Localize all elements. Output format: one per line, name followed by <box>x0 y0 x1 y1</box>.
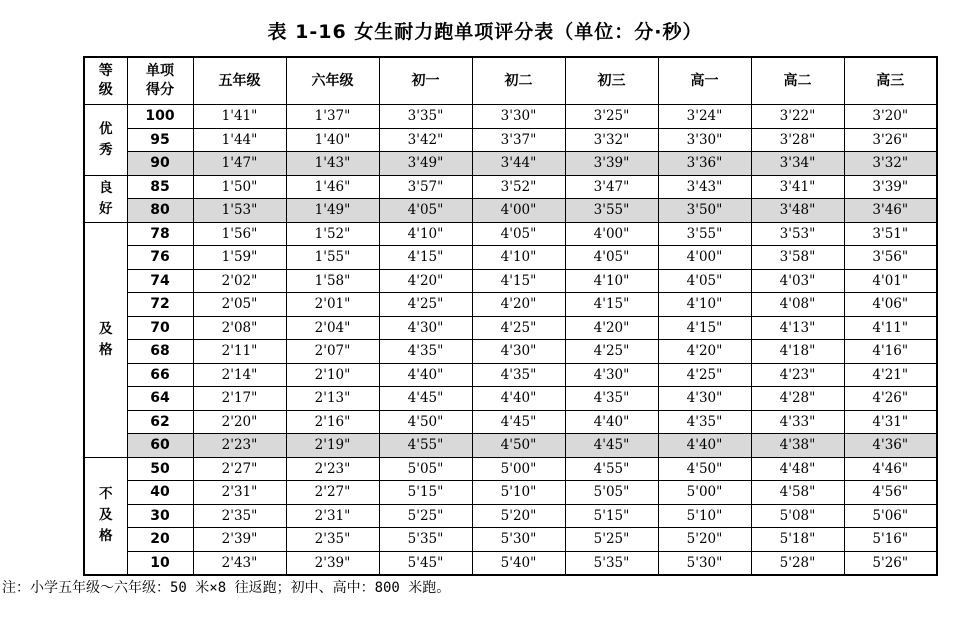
time-cell: 3'58" <box>751 246 844 270</box>
time-cell: 4'10" <box>565 269 658 293</box>
time-cell: 5'18" <box>751 528 844 552</box>
time-cell: 1'58" <box>286 269 379 293</box>
time-cell: 2'08" <box>193 316 286 340</box>
time-cell: 3'55" <box>658 222 751 246</box>
time-cell: 3'41" <box>751 175 844 199</box>
table-row <box>84 199 937 223</box>
time-cell: 2'11" <box>193 340 286 364</box>
table-row <box>84 246 937 270</box>
time-cell: 4'31" <box>844 410 937 434</box>
time-cell: 4'08" <box>751 293 844 317</box>
grade-label: 优 秀 <box>84 105 127 176</box>
time-cell: 4'58" <box>751 481 844 505</box>
time-cell: 4'23" <box>751 363 844 387</box>
time-cell: 4'05" <box>565 246 658 270</box>
time-cell: 1'46" <box>286 175 379 199</box>
time-cell: 5'08" <box>751 504 844 528</box>
time-cell: 4'20" <box>658 340 751 364</box>
time-cell: 3'55" <box>565 199 658 223</box>
grade-label: 良 好 <box>84 175 127 222</box>
time-cell: 3'56" <box>844 246 937 270</box>
time-cell: 3'22" <box>751 105 844 129</box>
score-cell: 90 <box>127 152 193 176</box>
time-cell: 4'20" <box>472 293 565 317</box>
table-row <box>84 316 937 340</box>
time-cell: 4'45" <box>565 434 658 458</box>
time-cell: 3'49" <box>379 152 472 176</box>
score-cell: 68 <box>127 340 193 364</box>
time-cell: 4'16" <box>844 340 937 364</box>
time-cell: 4'03" <box>751 269 844 293</box>
time-cell: 5'35" <box>379 528 472 552</box>
time-cell: 2'17" <box>193 387 286 411</box>
time-cell: 4'10" <box>472 246 565 270</box>
column-header: 五年级 <box>193 57 286 105</box>
column-header: 初二 <box>472 57 565 105</box>
time-cell: 4'15" <box>565 293 658 317</box>
time-cell: 4'26" <box>844 387 937 411</box>
time-cell: 2'04" <box>286 316 379 340</box>
time-cell: 3'25" <box>565 105 658 129</box>
grade-label: 不 及 格 <box>84 457 127 575</box>
time-cell: 1'44" <box>193 128 286 152</box>
table-row <box>84 363 937 387</box>
time-cell: 4'25" <box>565 340 658 364</box>
time-cell: 3'32" <box>565 128 658 152</box>
time-cell: 4'11" <box>844 316 937 340</box>
column-header: 六年级 <box>286 57 379 105</box>
time-cell: 4'06" <box>844 293 937 317</box>
time-cell: 3'53" <box>751 222 844 246</box>
time-cell: 4'05" <box>658 269 751 293</box>
time-cell: 4'50" <box>658 457 751 481</box>
time-cell: 3'32" <box>844 152 937 176</box>
time-cell: 3'57" <box>379 175 472 199</box>
time-cell: 2'19" <box>286 434 379 458</box>
column-header: 高一 <box>658 57 751 105</box>
time-cell: 2'23" <box>193 434 286 458</box>
time-cell: 3'30" <box>472 105 565 129</box>
time-cell: 1'43" <box>286 152 379 176</box>
time-cell: 4'56" <box>844 481 937 505</box>
time-cell: 4'15" <box>472 269 565 293</box>
time-cell: 1'47" <box>193 152 286 176</box>
column-header: 高三 <box>844 57 937 105</box>
header-row <box>84 57 937 105</box>
time-cell: 5'16" <box>844 528 937 552</box>
score-cell: 80 <box>127 199 193 223</box>
time-cell: 1'40" <box>286 128 379 152</box>
time-cell: 4'30" <box>565 363 658 387</box>
time-cell: 5'15" <box>379 481 472 505</box>
time-cell: 4'55" <box>379 434 472 458</box>
time-cell: 4'01" <box>844 269 937 293</box>
table-row <box>84 269 937 293</box>
time-cell: 2'14" <box>193 363 286 387</box>
time-cell: 4'25" <box>472 316 565 340</box>
time-cell: 2'27" <box>286 481 379 505</box>
time-cell: 4'10" <box>379 222 472 246</box>
time-cell: 3'39" <box>844 175 937 199</box>
time-cell: 2'10" <box>286 363 379 387</box>
time-cell: 4'20" <box>379 269 472 293</box>
score-cell: 50 <box>127 457 193 481</box>
time-cell: 4'18" <box>751 340 844 364</box>
time-cell: 2'27" <box>193 457 286 481</box>
grade-column-header: 等 级 <box>84 57 127 105</box>
time-cell: 5'20" <box>472 504 565 528</box>
time-cell: 2'35" <box>193 504 286 528</box>
time-cell: 4'35" <box>379 340 472 364</box>
time-cell: 2'13" <box>286 387 379 411</box>
time-cell: 5'40" <box>472 551 565 575</box>
time-cell: 5'25" <box>565 528 658 552</box>
time-cell: 3'30" <box>658 128 751 152</box>
time-cell: 4'00" <box>658 246 751 270</box>
time-cell: 4'21" <box>844 363 937 387</box>
score-cell: 95 <box>127 128 193 152</box>
time-cell: 2'31" <box>286 504 379 528</box>
time-cell: 3'26" <box>844 128 937 152</box>
table-row <box>84 528 937 552</box>
time-cell: 5'00" <box>658 481 751 505</box>
time-cell: 3'43" <box>658 175 751 199</box>
time-cell: 3'50" <box>658 199 751 223</box>
time-cell: 4'35" <box>472 363 565 387</box>
score-cell: 10 <box>127 551 193 575</box>
score-cell: 100 <box>127 105 193 129</box>
time-cell: 2'02" <box>193 269 286 293</box>
time-cell: 4'05" <box>472 222 565 246</box>
time-cell: 4'35" <box>658 410 751 434</box>
time-cell: 1'37" <box>286 105 379 129</box>
time-cell: 4'48" <box>751 457 844 481</box>
time-cell: 2'43" <box>193 551 286 575</box>
time-cell: 4'35" <box>565 387 658 411</box>
time-cell: 1'50" <box>193 175 286 199</box>
time-cell: 2'31" <box>193 481 286 505</box>
time-cell: 1'59" <box>193 246 286 270</box>
time-cell: 3'28" <box>751 128 844 152</box>
column-header: 初一 <box>379 57 472 105</box>
time-cell: 2'05" <box>193 293 286 317</box>
table-row <box>84 481 937 505</box>
time-cell: 4'25" <box>658 363 751 387</box>
time-cell: 1'55" <box>286 246 379 270</box>
time-cell: 4'15" <box>379 246 472 270</box>
time-cell: 2'01" <box>286 293 379 317</box>
time-cell: 1'41" <box>193 105 286 129</box>
time-cell: 5'30" <box>658 551 751 575</box>
time-cell: 2'35" <box>286 528 379 552</box>
score-cell: 72 <box>127 293 193 317</box>
score-cell: 70 <box>127 316 193 340</box>
time-cell: 4'00" <box>565 222 658 246</box>
time-cell: 4'15" <box>658 316 751 340</box>
time-cell: 3'24" <box>658 105 751 129</box>
table-row <box>84 504 937 528</box>
score-cell: 85 <box>127 175 193 199</box>
time-cell: 4'05" <box>379 199 472 223</box>
time-cell: 1'49" <box>286 199 379 223</box>
time-cell: 5'45" <box>379 551 472 575</box>
footnote: 注：小学五年级～六年级：50 米×8 往返跑；初中、高中：800 米跑。 <box>2 580 451 596</box>
table-title: 表 1-16 女生耐力跑单项评分表（单位：分·秒） <box>267 21 703 43</box>
table-header <box>84 57 937 105</box>
score-cell: 30 <box>127 504 193 528</box>
time-cell: 3'20" <box>844 105 937 129</box>
score-cell: 40 <box>127 481 193 505</box>
score-cell: 64 <box>127 387 193 411</box>
time-cell: 5'20" <box>658 528 751 552</box>
table-row <box>84 387 937 411</box>
grade-label: 及 格 <box>84 222 127 457</box>
time-cell: 3'39" <box>565 152 658 176</box>
time-cell: 5'10" <box>658 504 751 528</box>
time-cell: 3'34" <box>751 152 844 176</box>
time-cell: 1'53" <box>193 199 286 223</box>
time-cell: 3'44" <box>472 152 565 176</box>
time-cell: 3'46" <box>844 199 937 223</box>
time-cell: 5'25" <box>379 504 472 528</box>
time-cell: 4'25" <box>379 293 472 317</box>
time-cell: 1'56" <box>193 222 286 246</box>
column-header: 高二 <box>751 57 844 105</box>
time-cell: 5'15" <box>565 504 658 528</box>
time-cell: 1'52" <box>286 222 379 246</box>
time-cell: 4'40" <box>658 434 751 458</box>
time-cell: 4'30" <box>472 340 565 364</box>
time-cell: 3'36" <box>658 152 751 176</box>
time-cell: 4'28" <box>751 387 844 411</box>
score-cell: 78 <box>127 222 193 246</box>
score-column-header: 单项 得分 <box>127 57 193 105</box>
time-cell: 5'00" <box>472 457 565 481</box>
time-cell: 3'48" <box>751 199 844 223</box>
time-cell: 4'45" <box>379 387 472 411</box>
time-cell: 3'42" <box>379 128 472 152</box>
time-cell: 2'07" <box>286 340 379 364</box>
table-row <box>84 128 937 152</box>
time-cell: 4'50" <box>379 410 472 434</box>
time-cell: 3'52" <box>472 175 565 199</box>
table-row <box>84 293 937 317</box>
table-row <box>84 340 937 364</box>
time-cell: 4'36" <box>844 434 937 458</box>
time-cell: 4'40" <box>472 387 565 411</box>
time-cell: 2'20" <box>193 410 286 434</box>
time-cell: 5'05" <box>565 481 658 505</box>
score-cell: 76 <box>127 246 193 270</box>
time-cell: 3'37" <box>472 128 565 152</box>
time-cell: 2'39" <box>286 551 379 575</box>
time-cell: 4'13" <box>751 316 844 340</box>
table-row <box>84 457 937 481</box>
time-cell: 3'47" <box>565 175 658 199</box>
table-row <box>84 222 937 246</box>
time-cell: 5'28" <box>751 551 844 575</box>
table-row <box>84 105 937 129</box>
time-cell: 4'50" <box>472 434 565 458</box>
time-cell: 3'51" <box>844 222 937 246</box>
time-cell: 4'30" <box>379 316 472 340</box>
time-cell: 5'26" <box>844 551 937 575</box>
table-row <box>84 551 937 575</box>
time-cell: 5'30" <box>472 528 565 552</box>
time-cell: 3'35" <box>379 105 472 129</box>
time-cell: 4'00" <box>472 199 565 223</box>
time-cell: 2'23" <box>286 457 379 481</box>
time-cell: 4'30" <box>658 387 751 411</box>
score-cell: 66 <box>127 363 193 387</box>
time-cell: 4'20" <box>565 316 658 340</box>
time-cell: 4'46" <box>844 457 937 481</box>
time-cell: 2'39" <box>193 528 286 552</box>
table-row <box>84 410 937 434</box>
column-header: 初三 <box>565 57 658 105</box>
time-cell: 4'38" <box>751 434 844 458</box>
table-body <box>84 105 937 576</box>
time-cell: 4'33" <box>751 410 844 434</box>
table-row <box>84 175 937 199</box>
table-row <box>84 434 937 458</box>
time-cell: 2'16" <box>286 410 379 434</box>
score-cell: 20 <box>127 528 193 552</box>
table-row <box>84 152 937 176</box>
time-cell: 4'40" <box>379 363 472 387</box>
scoring-table <box>83 56 938 576</box>
time-cell: 5'05" <box>379 457 472 481</box>
time-cell: 5'35" <box>565 551 658 575</box>
time-cell: 5'10" <box>472 481 565 505</box>
time-cell: 5'06" <box>844 504 937 528</box>
score-cell: 60 <box>127 434 193 458</box>
time-cell: 4'55" <box>565 457 658 481</box>
score-cell: 74 <box>127 269 193 293</box>
score-cell: 62 <box>127 410 193 434</box>
time-cell: 4'40" <box>565 410 658 434</box>
time-cell: 4'45" <box>472 410 565 434</box>
time-cell: 4'10" <box>658 293 751 317</box>
